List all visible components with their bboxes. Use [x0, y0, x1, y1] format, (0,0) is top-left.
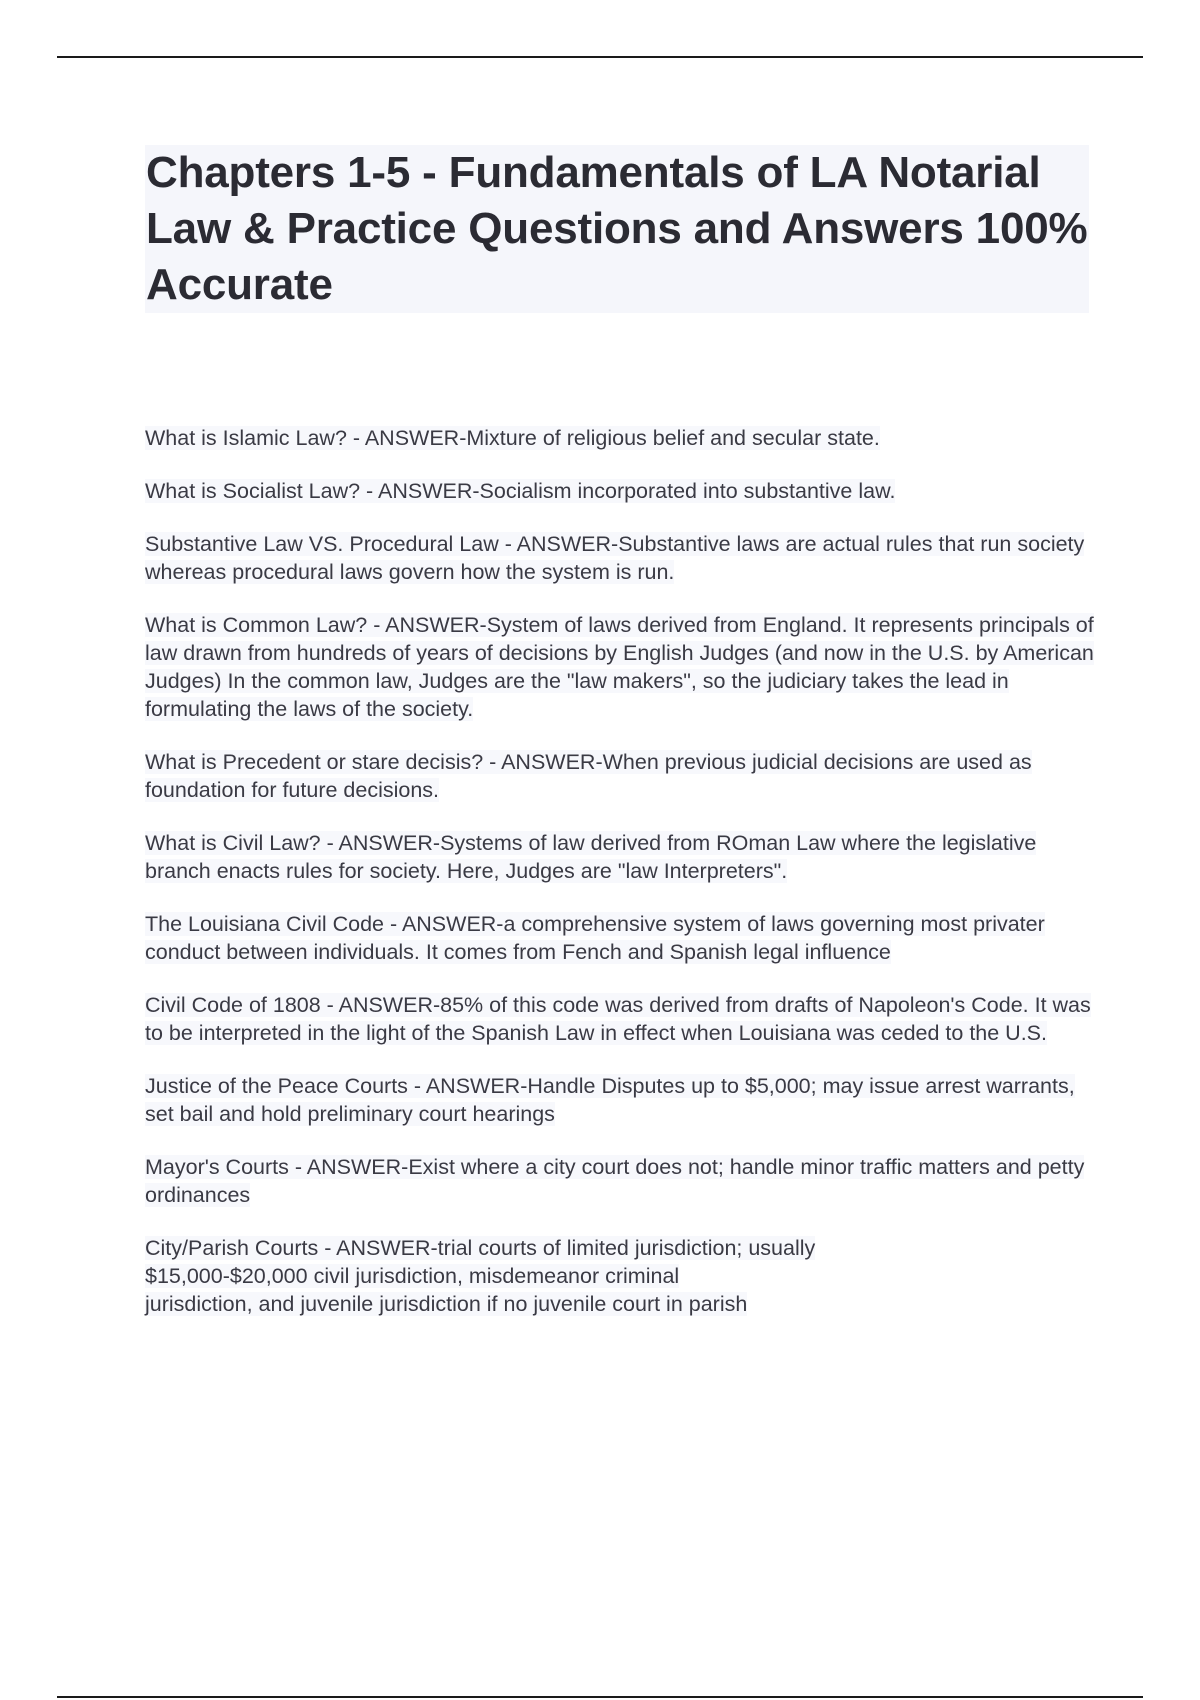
qa-item-text: Substantive Law VS. Procedural Law - ANSWER-Substantive laws are actual rules that run society whereas procedural laws govern how the system is run. — [145, 532, 1085, 584]
qa-item-text: What is Civil Law? - ANSWER-Systems of law derived from ROman Law where the legislative branch enacts rules for society. Here, Judges are "law Interpreters". — [145, 831, 1037, 883]
top-divider — [57, 56, 1143, 58]
qa-item — [145, 910, 1095, 966]
qa-item-text: Mayor's Courts - ANSWER-Exist where a city court does not; handle minor traffic matters and petty ordinances — [145, 1155, 1085, 1207]
qa-item — [145, 1234, 1095, 1318]
document-title: Chapters 1-5 - Fundamentals of LA Notarial Law & Practice Questions and Answers 100% Accurate — [146, 148, 1088, 309]
title-block — [145, 145, 1089, 313]
qa-list — [145, 424, 1095, 1343]
qa-item — [145, 991, 1095, 1047]
qa-item — [145, 748, 1095, 804]
qa-item — [145, 611, 1095, 723]
qa-item-text: City/Parish Courts - ANSWER-trial courts of limited jurisdiction; usually $15,000-$20,000 civil jurisdiction, misdemeanor criminal jurisdiction, and juvenile jurisdiction if no juvenile court in parish — [145, 1236, 816, 1316]
qa-item-text: Civil Code of 1808 - ANSWER-85% of this code was derived from drafts of Napoleon's Code. It was to be interpreted in the light of the Spanish Law in effect when Louisiana was ceded to the U.S. — [145, 993, 1091, 1045]
qa-item-text: What is Common Law? - ANSWER-System of laws derived from England. It represents principals of law drawn from hundreds of years of decisions by English Judges (and now in the U.S. by American Judges) In the common law, Judges are the "law makers", so the judiciary takes the lead in formulating the laws of the society. — [145, 613, 1094, 721]
qa-item — [145, 829, 1095, 885]
qa-item — [145, 1153, 1095, 1209]
qa-item-text: What is Socialist Law? - ANSWER-Socialism incorporated into substantive law. — [145, 479, 896, 503]
qa-item-text: The Louisiana Civil Code - ANSWER-a comprehensive system of laws governing most privater conduct between individuals. It comes from Fench and Spanish legal influence — [145, 912, 1045, 964]
bottom-divider — [57, 1696, 1143, 1698]
qa-item-text: What is Precedent or stare decisis? - ANSWER-When previous judicial decisions are used as foundation for future decisions. — [145, 750, 1032, 802]
qa-item — [145, 1072, 1095, 1128]
qa-item — [145, 424, 1095, 452]
qa-item-text: What is Islamic Law? - ANSWER-Mixture of religious belief and secular state. — [145, 426, 880, 450]
qa-item — [145, 477, 1095, 505]
qa-item-text: Justice of the Peace Courts - ANSWER-Handle Disputes up to $5,000; may issue arrest warrants, set bail and hold preliminary court hearings — [145, 1074, 1075, 1126]
qa-item — [145, 530, 1095, 586]
